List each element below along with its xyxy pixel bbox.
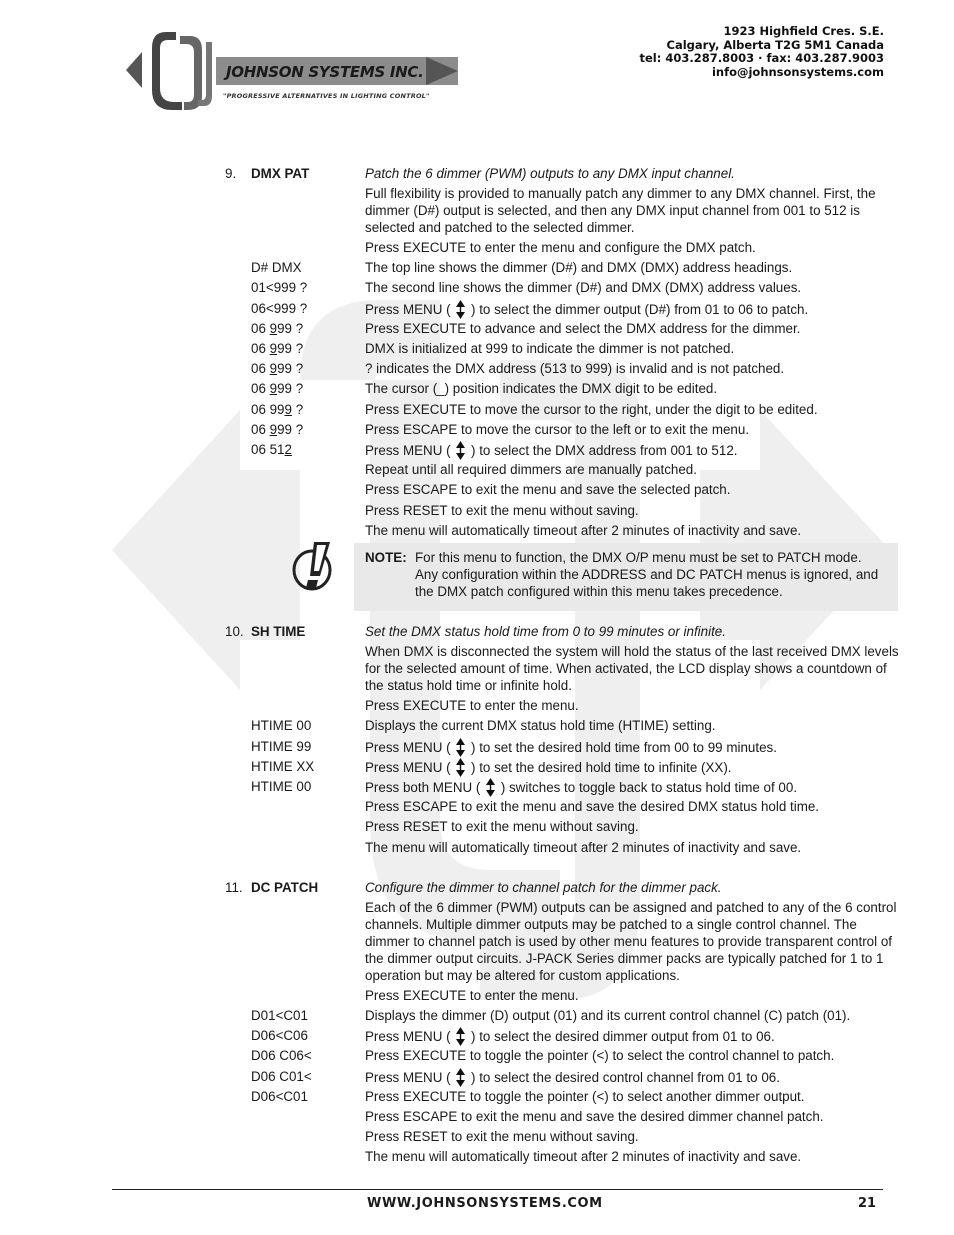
step-description: The top line shows the dimmer (D#) and DMX (DMX) address headings. bbox=[365, 260, 793, 275]
footer-divider bbox=[112, 1189, 883, 1190]
step-description: The menu will automatically timeout after 2 minutes of inactivity and save. bbox=[365, 523, 802, 538]
up-down-arrows-icon bbox=[455, 758, 466, 777]
lcd-display-label: 06<999 ? bbox=[251, 301, 308, 316]
footer-website[interactable]: WWW.JOHNSONSYSTEMS.COM bbox=[367, 1196, 603, 1211]
step-description: The second line shows the dimmer (D#) and DMX (DMX) address values. bbox=[365, 280, 802, 295]
section-title: SH TIME bbox=[251, 624, 306, 639]
step-description: Press EXECUTE to toggle the pointer (<) to select the control channel to patch. bbox=[365, 1048, 835, 1063]
lcd-display-label: 06 999 ? bbox=[251, 402, 304, 417]
lcd-display-label: HTIME 00 bbox=[251, 779, 312, 794]
step-description: Press ESCAPE to move the cursor to the left or to exit the menu. bbox=[365, 422, 750, 437]
up-down-arrows-icon bbox=[455, 1068, 466, 1087]
lcd-display-label: 06 999 ? bbox=[251, 381, 304, 396]
step-description: Press EXECUTE to advance and select the DMX address for the dimmer. bbox=[365, 321, 801, 336]
step-description: Press both MENU ( ) switches to toggle back to status hold time of 00. bbox=[365, 780, 798, 795]
step-description: Press MENU ( ) to select the desired dimmer output from 01 to 06. bbox=[365, 1029, 775, 1044]
address-line: 1923 Highfield Cres. S.E. bbox=[723, 24, 884, 38]
lcd-display-label: 06 999 ? bbox=[251, 341, 304, 356]
up-down-arrows-icon bbox=[485, 778, 496, 797]
step-description: ? indicates the DMX address (513 to 999) is invalid and is not patched. bbox=[365, 361, 785, 376]
lcd-display-label: D06 C01< bbox=[251, 1069, 312, 1084]
step-description: Displays the current DMX status hold time (HTIME) setting. bbox=[365, 718, 716, 733]
section-paragraph: When DMX is disconnected the system will hold the status of the last received DMX levels for the selected amount of time. When activated, the LCD display shows a countdown of the status hold time or infinite hold. bbox=[365, 644, 899, 693]
step-description: Press RESET to exit the menu without saving. bbox=[365, 503, 639, 518]
section-title: DC PATCH bbox=[251, 880, 319, 895]
up-down-arrows-icon bbox=[455, 300, 466, 319]
up-down-arrows-icon bbox=[455, 441, 466, 460]
section-paragraph: Press EXECUTE to enter the menu and configure the DMX patch. bbox=[365, 240, 756, 255]
email-line: info@johnsonsystems.com bbox=[711, 64, 884, 79]
lcd-display-label: HTIME 99 bbox=[251, 739, 312, 754]
step-description: Press EXECUTE to move the cursor to the right, under the digit to be edited. bbox=[365, 402, 818, 417]
company-name: JOHNSON SYSTEMS INC. bbox=[226, 63, 424, 81]
note-label: NOTE: bbox=[365, 550, 407, 565]
lcd-display-label: HTIME XX bbox=[251, 759, 315, 774]
step-description: Press MENU ( ) to select the desired control channel from 01 to 06. bbox=[365, 1070, 780, 1085]
lcd-display-label: 01<999 ? bbox=[251, 280, 308, 295]
lcd-display-label: HTIME 00 bbox=[251, 718, 312, 733]
step-description: Press MENU ( ) to set the desired hold time from 00 to 99 minutes. bbox=[365, 740, 777, 755]
step-description: Press RESET to exit the menu without saving. bbox=[365, 1129, 639, 1144]
lcd-display-label: D06<C06 bbox=[251, 1028, 308, 1043]
step-description: The menu will automatically timeout after 2 minutes of inactivity and save. bbox=[365, 1149, 802, 1164]
step-description: Press ESCAPE to exit the menu and save the selected patch. bbox=[365, 482, 731, 497]
note-warning-icon bbox=[290, 540, 340, 592]
lcd-display-label: D# DMX bbox=[251, 260, 302, 275]
step-description: Press ESCAPE to exit the menu and save the desired dimmer channel patch. bbox=[365, 1109, 824, 1124]
lcd-display-label: 06 999 ? bbox=[251, 361, 304, 376]
section-title: DMX PAT bbox=[251, 166, 310, 181]
step-description: Press ESCAPE to exit the menu and save the desired DMX status hold time. bbox=[365, 799, 820, 814]
page-number: 21 bbox=[858, 1196, 877, 1211]
section-number: 9. bbox=[225, 166, 237, 181]
lcd-display-label: D06<C01 bbox=[251, 1089, 308, 1104]
lcd-display-label: 06 999 ? bbox=[251, 422, 304, 437]
step-description: Repeat until all required dimmers are manually patched. bbox=[365, 462, 697, 477]
step-description: Press MENU ( ) to set the desired hold time to infinite (XX). bbox=[365, 760, 732, 775]
lcd-display-label: D06 C06< bbox=[251, 1048, 312, 1063]
section-lead: Configure the dimmer to channel patch for the dimmer pack. bbox=[365, 880, 722, 895]
step-description: Displays the dimmer (D) output (01) and its current control channel (C) patch (01). bbox=[365, 1008, 851, 1023]
company-tagline: "PROGRESSIVE ALTERNATIVES IN LIGHTING CONTROL" bbox=[223, 92, 430, 100]
section-number: 11. bbox=[225, 880, 243, 895]
step-description: The cursor (_) position indicates the DMX digit to be edited. bbox=[365, 381, 718, 396]
address-line: Calgary, Alberta T2G 5M1 Canada bbox=[666, 37, 884, 52]
lcd-display-label: 06 512 bbox=[251, 442, 292, 457]
section-paragraph: Full flexibility is provided to manually patch any dimmer to any DMX channel. First, the dimmer (D#) output is selected, and then any DMX input channel from 001 to 512 is selected and patched to the selected dimmer. bbox=[365, 186, 876, 235]
up-down-arrows-icon bbox=[455, 1027, 466, 1046]
section-paragraph: Press EXECUTE to enter the menu. bbox=[365, 988, 579, 1003]
phone-fax-line: tel: 403.287.8003 · fax: 403.287.9003 bbox=[639, 51, 884, 66]
step-description: Press MENU ( ) to select the DMX address from 001 to 512. bbox=[365, 443, 738, 458]
step-description: DMX is initialized at 999 to indicate the dimmer is not patched. bbox=[365, 341, 735, 356]
note-text: For this menu to function, the DMX O/P menu must be set to PATCH mode. Any configuration within the ADDRESS and DC PATCH menus is ignored, and the DMX patch configured within this menu takes precedence. bbox=[415, 550, 879, 599]
section-number: 10. bbox=[225, 624, 244, 639]
step-description: Press RESET to exit the menu without saving. bbox=[365, 819, 639, 834]
section-paragraph: Each of the 6 dimmer (PWM) outputs can be assigned and patched to any of the 6 control channels. Multiple dimmer outputs may be patched to a single control channel. The dimmer to channel patch is used by other menu features to provide transparent control of the dimmer output circuits. J-PACK Series dimmer packs are typically patched for 1 to 1 operation but may be altered for custom applications. bbox=[365, 900, 897, 983]
step-description: Press EXECUTE to toggle the pointer (<) to select another dimmer output. bbox=[365, 1089, 805, 1104]
section-lead: Patch the 6 dimmer (PWM) outputs to any DMX input channel. bbox=[365, 166, 735, 181]
up-down-arrows-icon bbox=[455, 738, 466, 757]
section-lead: Set the DMX status hold time from 0 to 99 minutes or infinite. bbox=[365, 624, 726, 639]
company-address bbox=[639, 25, 884, 79]
section-paragraph: Press EXECUTE to enter the menu. bbox=[365, 698, 579, 713]
lcd-display-label: D01<C01 bbox=[251, 1008, 308, 1023]
lcd-display-label: 06 999 ? bbox=[251, 321, 304, 336]
step-description: The menu will automatically timeout after 2 minutes of inactivity and save. bbox=[365, 840, 802, 855]
step-description: Press MENU ( ) to select the dimmer output (D#) from 01 to 06 to patch. bbox=[365, 302, 809, 317]
